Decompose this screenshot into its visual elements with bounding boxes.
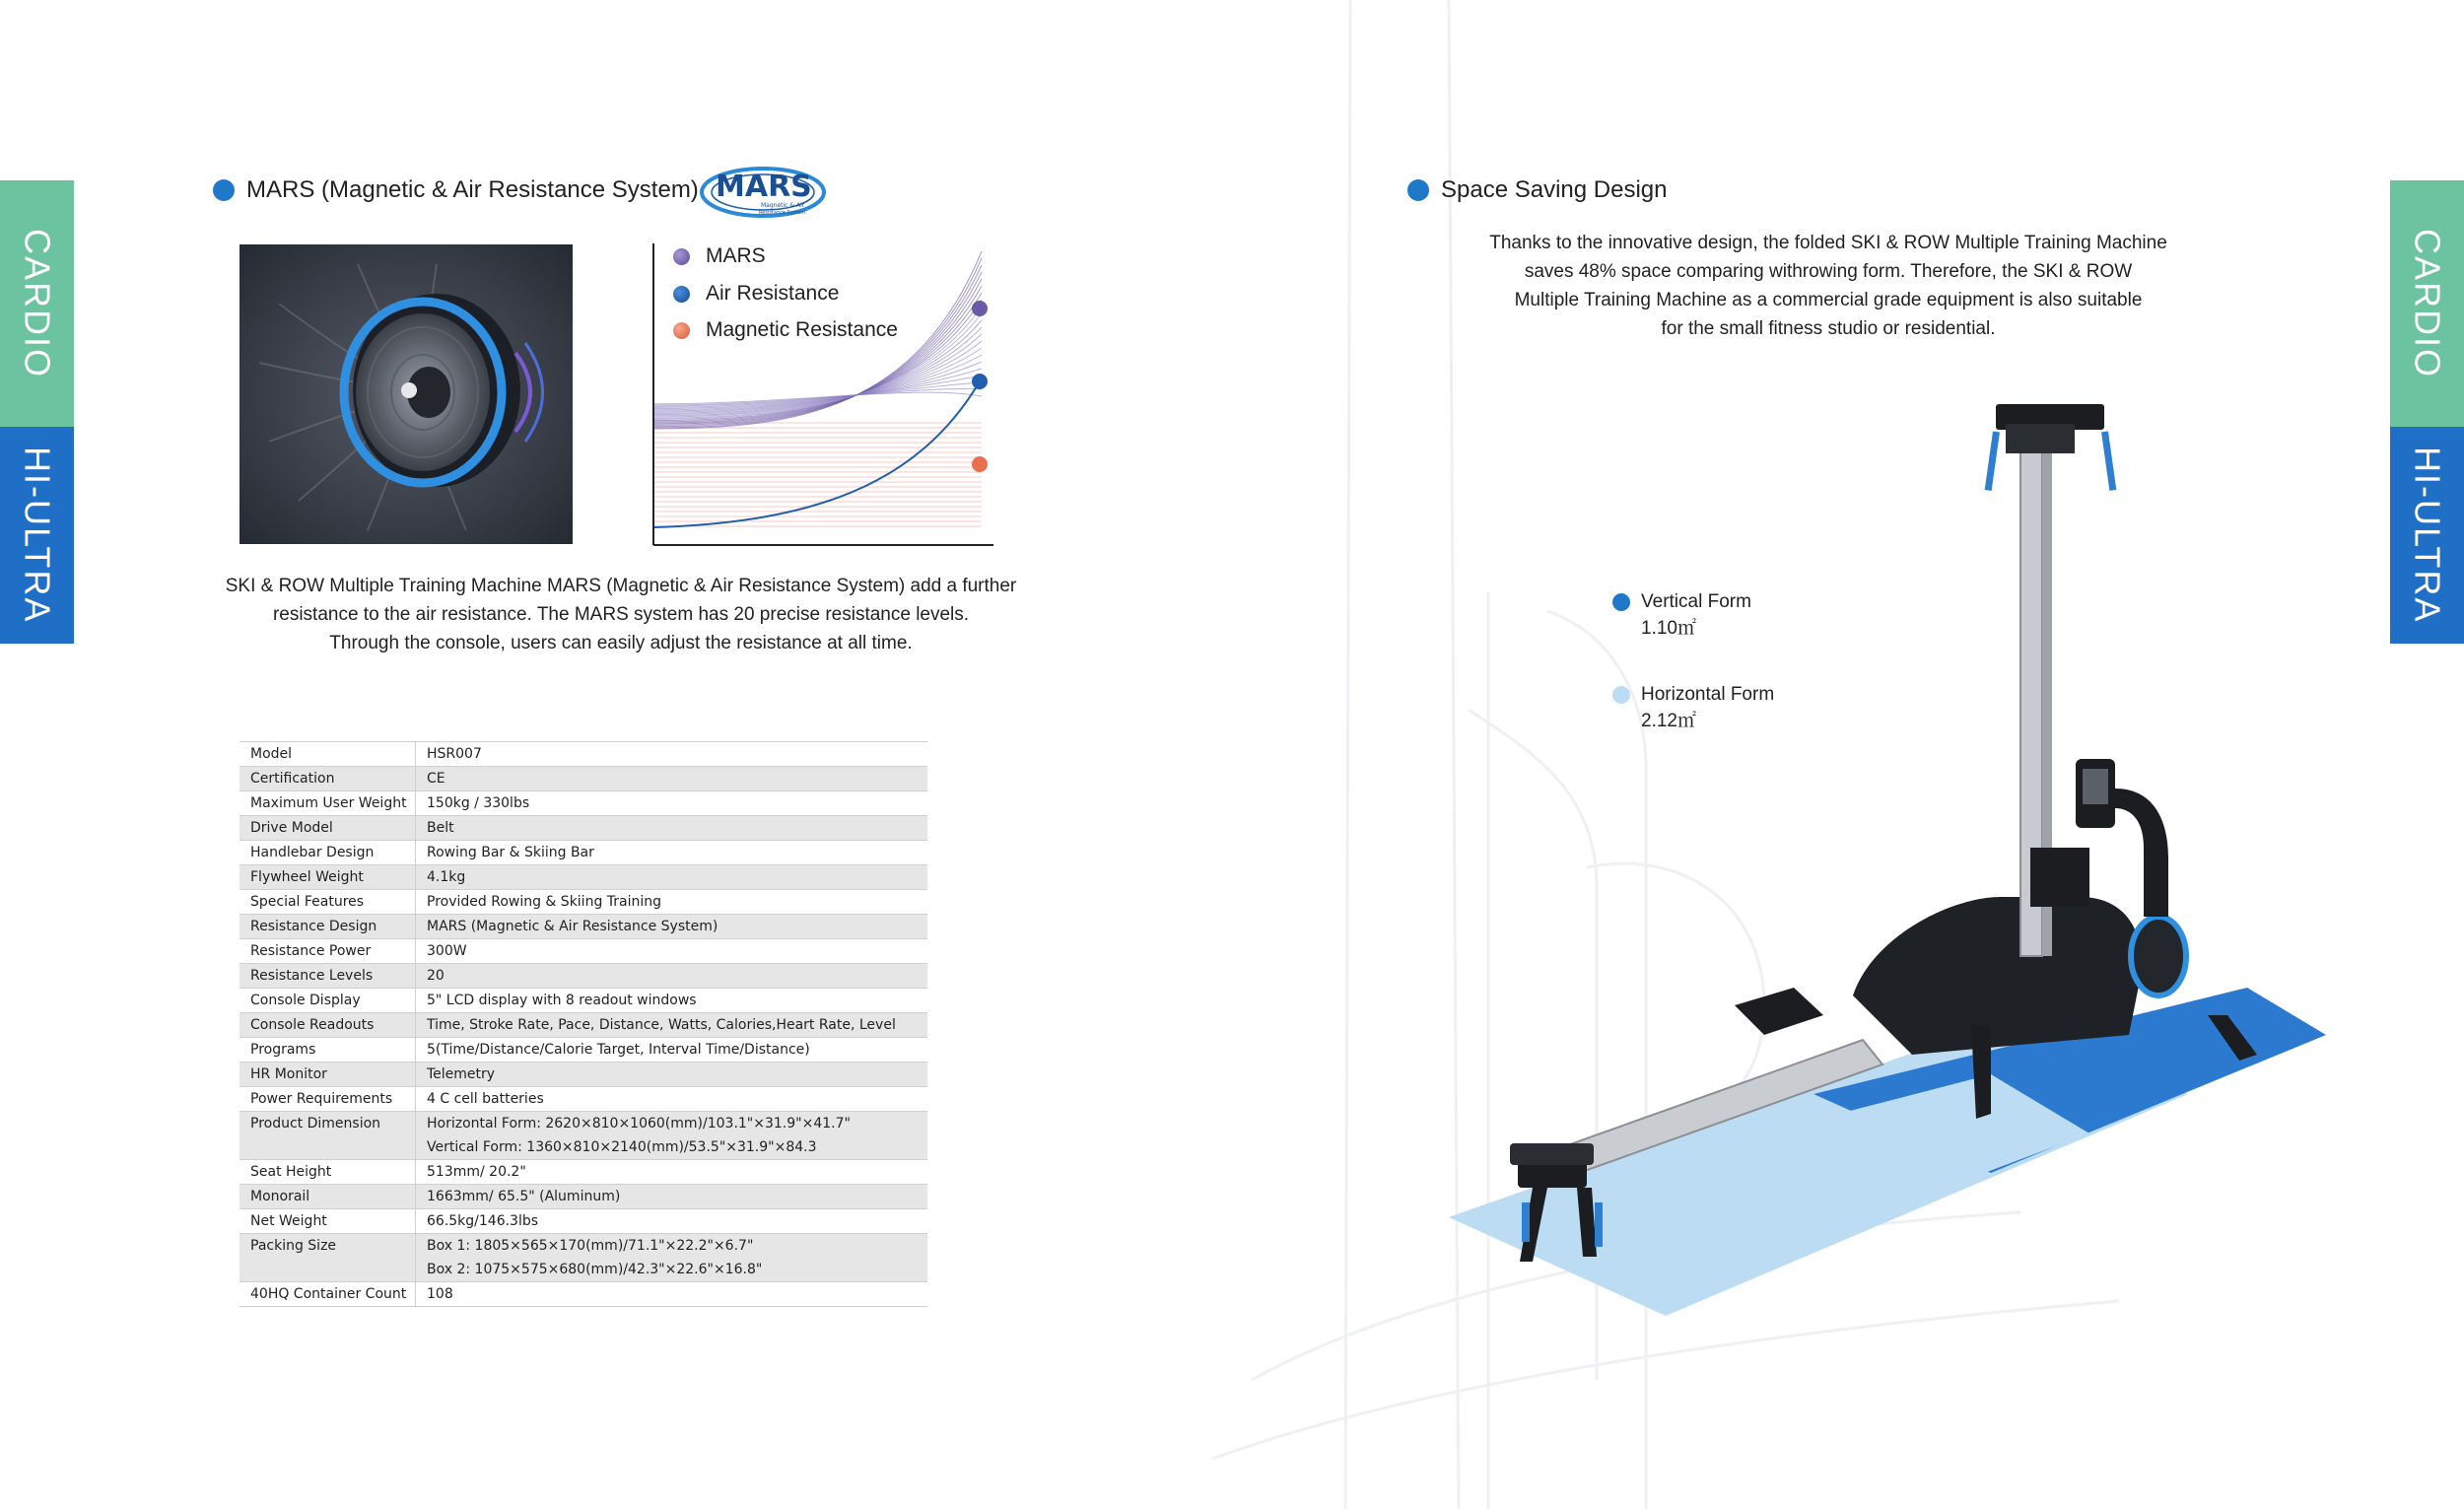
table-row [240,841,927,865]
specs-table [240,741,927,1307]
table-row [240,1209,927,1234]
spec-value [416,841,928,865]
spec-value-line: 66.5kg/146.3lbs [427,1213,539,1229]
air-point [972,374,988,389]
mars-desc-line: SKI & ROW Multiple Training Machine MARS (Magnetic & Air Resistance System) add a further [225,576,1017,596]
spec-label: Product Dimension [240,1112,416,1160]
table-row [240,1234,927,1282]
spec-label: Console Display [240,989,416,1013]
spec-label: Special Features [240,890,416,915]
side-tab-hi-ultra-left [0,427,74,644]
table-row [240,939,927,964]
side-tab-cardio-left [0,180,74,427]
horizontal-form-label [1641,681,1774,734]
space-desc-line: for the small fitness studio or residential. [1661,318,1996,339]
table-row [240,1282,927,1307]
spec-label: Programs [240,1038,416,1063]
table-row [240,989,927,1013]
table-row [240,742,927,767]
spec-value [416,1063,928,1087]
spec-label: Handlebar Design [240,841,416,865]
spec-value-line: 1663mm/ 65.5" (Aluminum) [427,1189,621,1204]
side-tab-cardio-label: CARDIO [17,228,58,378]
table-row [240,791,927,816]
spec-value-line: Vertical Form: 1360×810×2140(mm)/53.5"×31.9"×84.3 [427,1139,817,1155]
spec-value-line: Belt [427,820,454,836]
side-tab-hi-ultra-label: HI-ULTRA [2407,446,2448,624]
side-tab-cardio-label: CARDIO [2407,228,2448,378]
spec-value-line: CE [427,771,445,787]
spec-value [416,1013,928,1038]
legend-mars-dot [673,248,690,265]
spec-value [416,915,928,939]
table-row [240,1160,927,1185]
spec-label: Maximum User Weight [240,791,416,816]
table-row [240,767,927,791]
mars-desc-line: resistance to the air resistance. The MARS system has 20 precise resistance levels. [272,604,970,625]
horizontal-form-area: 2.12㎡ [1641,711,1696,731]
spec-value-line: Telemetry [427,1066,496,1082]
rowing-machine-illustration [1439,384,2326,1331]
spec-label: Drive Model [240,816,416,841]
spec-value-line: Time, Stroke Rate, Pace, Distance, Watts, Calories,Heart Rate, Level [427,1017,896,1033]
spec-label: Resistance Power [240,939,416,964]
legend-air [673,282,839,306]
spec-value-line: 4 C cell batteries [427,1091,544,1107]
legend-air-label: Air Resistance [706,282,840,305]
space-desc-line: Multiple Training Machine as a commercial grade equipment is also suitable [1514,290,2143,310]
vertical-form-text: Vertical Form [1641,591,1751,612]
legend-mars-label: MARS [706,244,766,267]
mars-logo-sub1: Magnetic & Air [761,202,805,209]
table-row [240,1087,927,1112]
spec-label: Certification [240,767,416,791]
spec-value-line: 5(Time/Distance/Calorie Target, Interval Time/Distance) [427,1042,810,1058]
mars-title-text: MARS (Magnetic & Air Resistance System) [246,176,699,203]
spec-value [416,1209,928,1234]
table-row [240,1013,927,1038]
space-saving-title [1407,176,1667,204]
spec-value [416,1038,928,1063]
spec-label: HR Monitor [240,1063,416,1087]
legend-air-dot [673,286,690,303]
spec-value [416,1234,928,1282]
mars-logo [700,161,830,220]
table-row [240,890,927,915]
spec-value-line: 108 [427,1286,453,1302]
spec-value-line: MARS (Magnetic & Air Resistance System) [427,919,719,934]
table-row [240,1185,927,1209]
mars-logo-text: MARS [716,170,812,204]
table-row [240,1112,927,1160]
space-desc-line: Thanks to the innovative design, the folded SKI & ROW Multiple Training Machine [1489,233,2167,253]
spec-label: Resistance Levels [240,964,416,989]
flywheel-image [240,244,573,544]
spec-value-line: Box 2: 1075×575×680(mm)/42.3"×22.6"×16.8" [427,1262,763,1277]
spec-value [416,1087,928,1112]
spec-value [416,964,928,989]
spec-value-line: Rowing Bar & Skiing Bar [427,845,594,860]
spec-label: Net Weight [240,1209,416,1234]
spec-value [416,989,928,1013]
table-row [240,1063,927,1087]
legend-magnetic-dot [673,322,690,339]
space-saving-title-text: Space Saving Design [1441,176,1668,203]
spec-value [416,1282,928,1307]
spec-value [416,890,928,915]
legend-magnetic-label: Magnetic Resistance [706,318,898,341]
space-desc-line: saves 48% space comparing withrowing form. Therefore, the SKI & ROW [1524,261,2133,282]
spec-label: Seat Height [240,1160,416,1185]
mars-section-title [213,176,699,204]
spec-value [416,742,928,767]
legend-mars [673,244,766,268]
side-tab-hi-ultra-right [2390,427,2464,644]
spec-value-line: Horizontal Form: 2620×810×1060(mm)/103.1"×31.9"×41.7" [427,1116,851,1132]
spec-value [416,816,928,841]
spec-value [416,1185,928,1209]
spec-value [416,791,928,816]
legend-magnetic [673,318,898,342]
spec-value-line: HSR007 [427,746,482,762]
horizontal-form-dot [1612,686,1630,704]
spec-value [416,1160,928,1185]
spec-value [416,865,928,890]
spec-label: Flywheel Weight [240,865,416,890]
title-bullet-icon [213,179,235,201]
table-row [240,1038,927,1063]
spec-value-line: 513mm/ 20.2" [427,1164,526,1180]
spec-label: Console Readouts [240,1013,416,1038]
spec-value-line: Provided Rowing & Skiing Training [427,894,662,910]
spec-value-line: 5" LCD display with 8 readout windows [427,993,697,1008]
spec-label: Monorail [240,1185,416,1209]
table-row [240,915,927,939]
spec-value [416,939,928,964]
title-bullet-icon [1407,179,1429,201]
spec-label: Packing Size [240,1234,416,1282]
spec-value-line: 150kg / 330lbs [427,795,530,811]
spec-value-line: Box 1: 1805×565×170(mm)/71.1"×22.2"×6.7" [427,1238,754,1254]
table-row [240,816,927,841]
mars-desc-line: Through the console, users can easily adjust the resistance at all time. [329,633,913,653]
spec-value-line: 300W [427,943,467,959]
vertical-form-area: 1.10㎡ [1641,618,1696,639]
mars-logo-sub2: Resistance System [759,210,806,216]
spec-label: Power Requirements [240,1087,416,1112]
spec-value-line: 4.1kg [427,869,466,885]
space-saving-description [1429,229,2227,343]
spec-value [416,767,928,791]
spec-label: Model [240,742,416,767]
horizontal-form-text: Horizontal Form [1641,684,1775,705]
table-row [240,865,927,890]
spec-label: Resistance Design [240,915,416,939]
vertical-form-label [1641,588,1751,642]
mars-description [217,572,1025,657]
magnetic-point [972,456,988,472]
side-tab-cardio-right [2390,180,2464,427]
mars-point [972,301,988,316]
spec-value [416,1112,928,1160]
spec-value-line: 20 [427,968,445,984]
side-tab-hi-ultra-label: HI-ULTRA [17,446,58,624]
vertical-form-dot [1612,593,1630,611]
table-row [240,964,927,989]
spec-label: 40HQ Container Count [240,1282,416,1307]
